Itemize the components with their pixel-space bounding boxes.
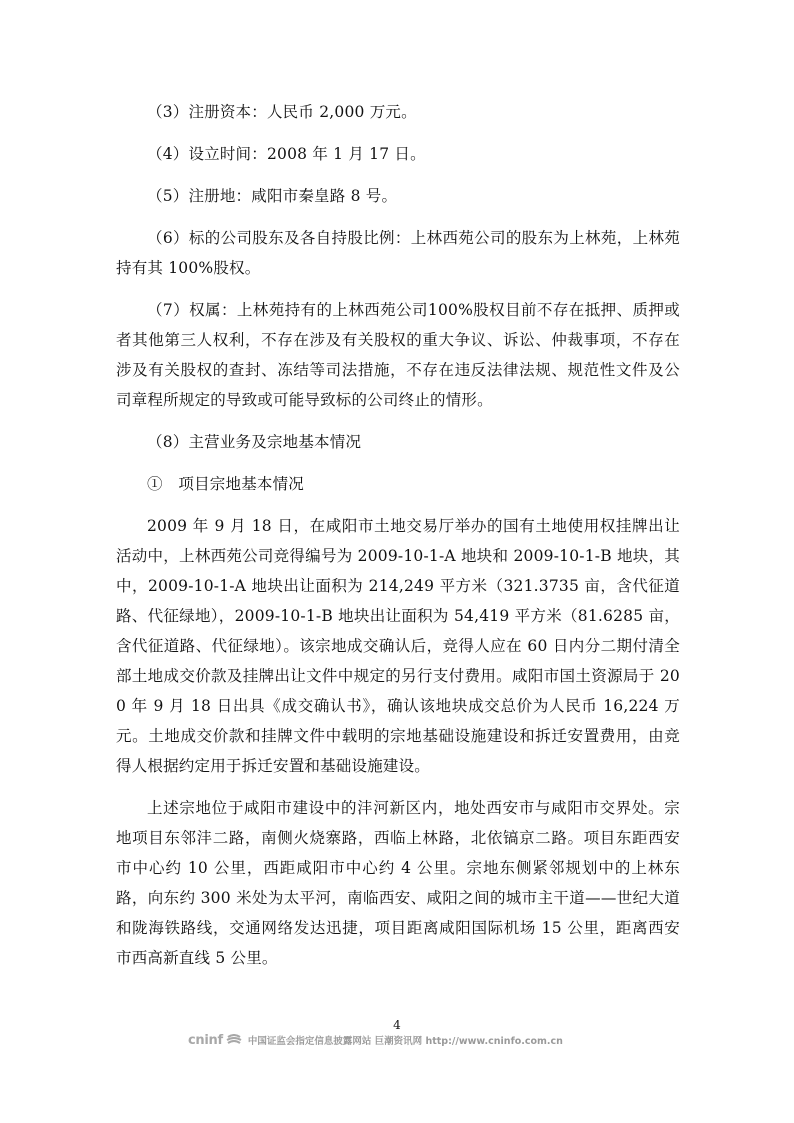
- footer-text: 中国证监会指定信息披露网站 巨潮资讯网 http://www.cninfo.com.cn: [247, 1036, 563, 1047]
- land-location-paragraph: 上述宗地位于咸阳市建设中的沣河新区内，地处西安市与咸阳市交界处。宗地项目东邻沣二路，南侧火烧寨路，西临上林路，北依镐京二路。项目东距西安市中心约 10 公里，西距咸阳市中心约 4 公里。宗地东侧紧邻规划中的上林东路，向东约 300 米处为太平河，南临西安、咸阳之间的城市主干道——世纪大道和陇海铁路线，交通网络发达迅捷，项目距离咸阳国际机场 15 公里，距离西安市西高新直线 5 公里。: [116, 799, 680, 967]
- ownership-paragraph: （7）权属：上林苑持有的上林西苑公司100%股权目前不存在抵押、质押或者其他第三人权利，不存在涉及有关股权的重大争议、诉讼、仲裁事项，不存在涉及有关股权的查封、冻结等司法措施，不存在违反法律法规、规范性文件及公司章程所规定的导致或可能导致标的公司终止的情形。: [116, 301, 680, 409]
- cninfo-logo-icon: [226, 1034, 242, 1046]
- cninfo-logo-text: cninf: [188, 1032, 223, 1048]
- footer: [188, 1031, 563, 1049]
- registered-capital-paragraph: （3）注册资本：人民币 2,000 万元。: [147, 103, 417, 121]
- registered-address-paragraph: （5）注册地：咸阳市秦皇路 8 号。: [147, 187, 398, 205]
- establishment-date-paragraph: （4）设立时间：2008 年 1 月 17 日。: [147, 145, 426, 163]
- land-info-subheading: ① 项目宗地基本情况: [147, 475, 305, 493]
- land-auction-paragraph: 2009 年 9 月 18 日，在咸阳市土地交易厅举办的国有土地使用权挂牌出让活动中，上林西苑公司竞得编号为 2009-10-1-A 地块和 2009-10-1-B 地块，其中，2009-10-1-A 地块出让面积为 214,249 平方米（321.3735 亩，含代征道路、代征绿地），2009-10-1-B 地块出让面积为 54,419 平方米（81.6285 亩，含代征道路、代征绿地）。该宗地成交确认后，竞得人应在 60 日内分二期付清全部土地成交价款及挂牌出让文件中规定的另行支付费用。咸阳市国土资源局于 200 年 9 月 18 日出具《成交确认书》，确认该地块成交总价为人民币 16,224 万元。土地成交价款和挂牌文件中载明的宗地基础设施建设和拆迁安置费用，由竞得人根据约定用于拆迁安置和基础设施建设。: [116, 517, 680, 775]
- cninfo-logo: [188, 1033, 242, 1048]
- document-body: [116, 97, 680, 985]
- main-business-heading: （8）主营业务及宗地基本情况: [147, 433, 362, 451]
- page-number: 4: [393, 1018, 401, 1032]
- shareholder-paragraph: （6）标的公司股东及各自持股比例：上林西苑公司的股东为上林苑，上林苑持有其 100%股权。: [116, 229, 680, 277]
